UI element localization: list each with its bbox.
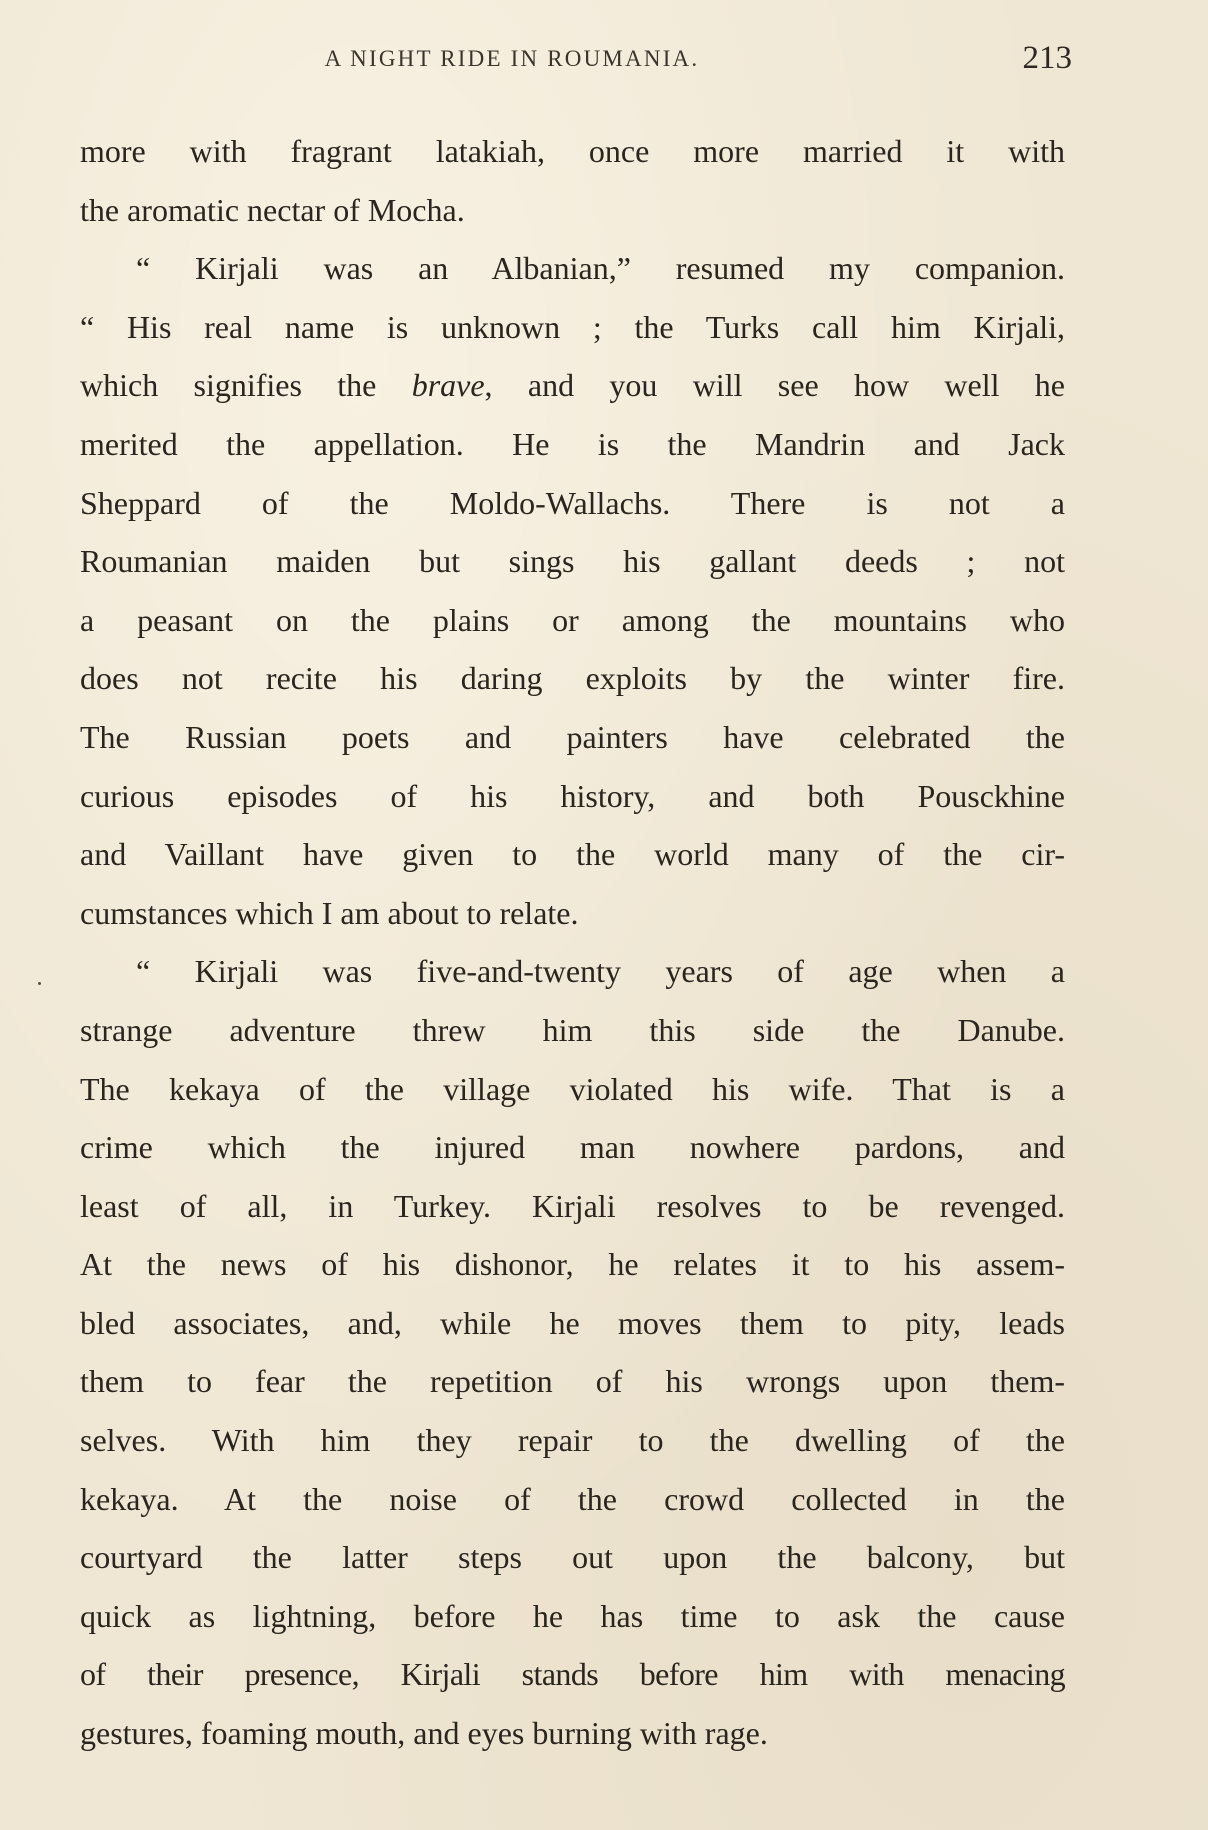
body-text: [80, 122, 1065, 1763]
page-header: [82, 40, 1072, 80]
text-line: Sheppard of the Moldo-Wallachs. There is not a: [80, 484, 1065, 521]
text-line: the aromatic nectar of Mocha.: [80, 191, 465, 228]
text-line: strange adventure threw him this side the Danube.: [80, 1011, 1065, 1048]
text-line: selves. With him they repair to the dwelling of the: [80, 1422, 1065, 1459]
text-line: quick as lightning, before he has time to ask the cause: [80, 1597, 1065, 1634]
text-line: The kekaya of the village violated his wife. That is a: [80, 1070, 1065, 1107]
text-line: cumstances which I am about to relate.: [80, 894, 579, 931]
text-line: does not recite his daring exploits by the winter fire.: [80, 660, 1065, 697]
text-line: crime which the injured man nowhere pardons, and: [80, 1129, 1065, 1166]
text-line: and Vaillant have given to the world many of the cir-: [80, 836, 1065, 873]
text-line: The Russian poets and painters have celebrated the: [80, 718, 1065, 755]
text-line: them to fear the repetition of his wrongs upon them-: [80, 1363, 1065, 1400]
text-line: “ His real name is unknown ; the Turks call him Kirjali,: [80, 308, 1065, 345]
text-line: which signifies the brave, and you will see how well he: [80, 367, 1066, 404]
running-head: A NIGHT RIDE IN ROUMANIA.: [324, 46, 700, 71]
text-line: more with fragrant latakiah, once more married it with: [80, 133, 1065, 169]
text-line: gestures, foaming mouth, and eyes burning with rage.: [80, 1715, 768, 1752]
text-line: a peasant on the plains or among the mountains who: [80, 601, 1065, 638]
text-line: curious episodes of his history, and both Pousckhine: [80, 777, 1065, 814]
page-number: 213: [1022, 40, 1072, 76]
ink-speck: [38, 982, 41, 985]
text-line: least of all, in Turkey. Kirjali resolves to be revenged.: [80, 1187, 1065, 1224]
text-line: At the news of his dishonor, he relates it to his assem-: [80, 1246, 1065, 1283]
text-line: kekaya. At the noise of the crowd collected in the: [80, 1480, 1065, 1517]
text-line: merited the appellation. He is the Mandrin and Jack: [80, 425, 1065, 462]
text-line: Roumanian maiden but sings his gallant deeds ; not: [80, 543, 1065, 580]
text-line: “ Kirjali was five-and-twenty years of age when a: [136, 953, 1065, 990]
emphasis: brave: [411, 367, 485, 404]
text-line: of their presence, Kirjali stands before him with menacing: [80, 1656, 1065, 1693]
text-line: courtyard the latter steps out upon the balcony, but: [80, 1539, 1065, 1576]
text-line: “ Kirjali was an Albanian,” resumed my companion.: [136, 250, 1065, 287]
text-line: bled associates, and, while he moves them to pity, leads: [80, 1304, 1065, 1341]
